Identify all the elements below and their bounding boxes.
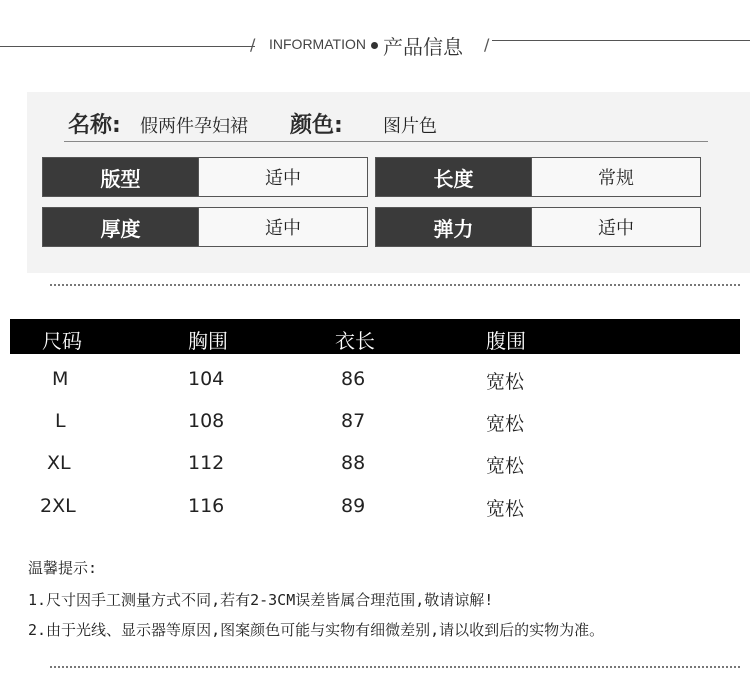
attr-key: 长度 [376,158,531,196]
tips-title: 温馨提示: [28,559,98,577]
attr-key: 厚度 [43,208,198,246]
table-cell-waist: 宽松 [486,371,525,393]
header-slash-left: / [250,35,256,54]
attr-cell-elasticity [375,207,701,247]
table-cell-size: L [55,410,66,432]
header-english-title: INFORMATION [269,36,366,52]
attr-cell-fit [42,157,368,197]
table-cell-chest: 108 [188,410,225,432]
dotted-divider [50,284,740,286]
table-cell-length: 89 [341,495,366,517]
header-chinese-title: 产品信息 [383,35,463,59]
header-rule-right [492,40,750,41]
header-rule-left [0,46,255,47]
size-col-header: 尺码 [42,329,82,353]
table-cell-chest: 112 [188,452,225,474]
dotted-divider-bottom [50,666,740,668]
size-col-header: 衣长 [335,329,375,353]
tips-line-2: 2.由于光线、显示器等原因,图案颜色可能与实物有细微差别,请以收到后的实物为准。 [28,621,605,639]
attr-value: 适中 [198,158,367,196]
product-color-label: 颜色: [290,113,343,138]
table-cell-length: 87 [341,410,366,432]
attr-key: 版型 [43,158,198,196]
table-cell-chest: 116 [188,495,225,517]
header-bullet-dot [371,42,378,49]
attr-cell-length [375,157,701,197]
product-name-label: 名称: [68,113,121,138]
table-cell-size: XL [47,452,71,474]
info-underline [64,141,708,142]
size-col-header: 胸围 [188,329,228,353]
attr-cell-thickness [42,207,368,247]
table-cell-waist: 宽松 [486,413,525,435]
table-cell-waist: 宽松 [486,498,525,520]
attr-value: 常规 [531,158,700,196]
table-cell-chest: 104 [188,368,225,390]
table-cell-size: M [52,368,69,390]
tips-line-1: 1.尺寸因手工测量方式不同,若有2-3CM误差皆属合理范围,敬请谅解! [28,591,494,609]
size-col-header: 腹围 [486,329,526,353]
attr-value: 适中 [531,208,700,246]
table-cell-length: 86 [341,368,366,390]
header-slash-right: / [484,35,490,54]
size-table-header [10,319,740,354]
attr-key: 弹力 [376,208,531,246]
attr-value: 适中 [198,208,367,246]
table-cell-waist: 宽松 [486,455,525,477]
product-name-value: 假两件孕妇裙 [140,116,248,137]
table-cell-size: 2XL [40,495,76,517]
table-cell-length: 88 [341,452,366,474]
product-color-value: 图片色 [383,116,437,137]
